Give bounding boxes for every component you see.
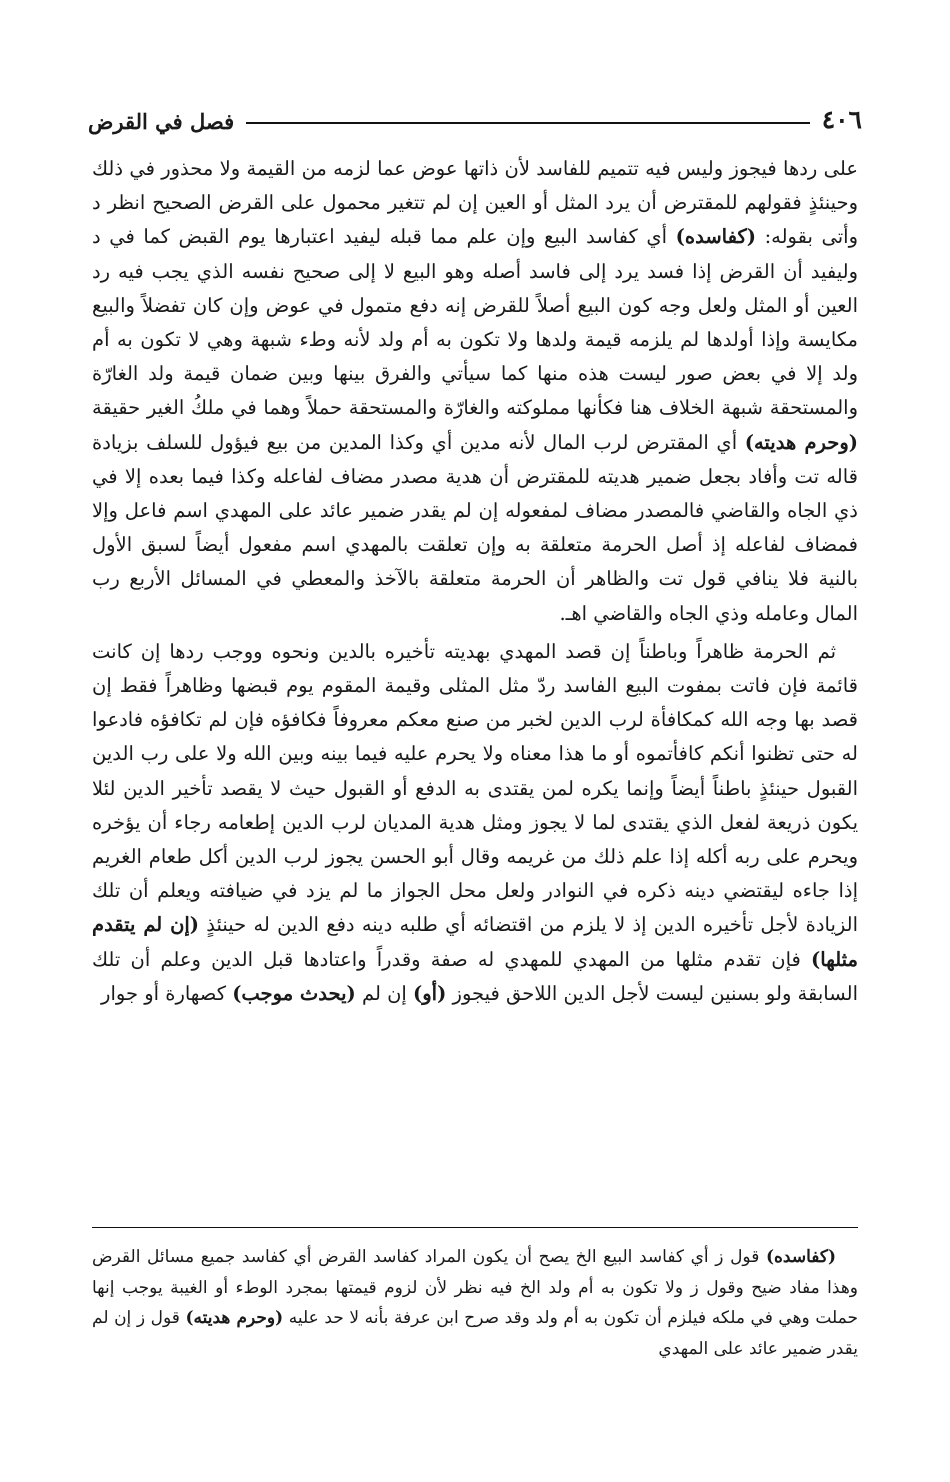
bold-term-aw: (أو) [413,981,447,1005]
footnote-rule [92,1227,858,1228]
footnote-bold-term-wahurima-hadiyyatuh: (وحرم هديته) [185,1308,284,1328]
footnote-text-run: قول ز أي كفاسد البيع الخ يصح أن يكون المراد كفاسد القرض أي كفاسد جميع مسائل القرض وهذا مفاد ضيح وقول ز ولا تكون به أم ولد الخ فيه نظر لأن لزوم قيمتها بمجرد الوطء أو الغيبة يوجب إنها حملت وهي في ملكه فيلزم أن تكون به أم ولد وقد صرح ابن عرفة بأنه لا حد عليه [92,1247,858,1328]
text-run: فإن تقدم مثلها من المهدي للمهدي له صفة وقدراً واعتادها قبل الدين وعلم أن تلك السابقة ولو بسنين ليست لأجل الدين اللاحق فيجوز [92,947,858,1005]
main-text [92,152,858,1011]
header-rule [246,122,810,124]
bold-term-yuhdath-mujib: (يحدث موجب) [232,981,356,1005]
running-header [88,96,862,136]
paragraph-1 [92,152,858,631]
text-run: أي كفاسد البيع وإن علم مما قبله ليفيد اعتبارها يوم القبض كما في د وليفيد أن القرض إذا فسد يرد إلى فاسد أصله وهو البيع لا إلى صحيح نفسه الذي يجب فيه رد العين أو المثل ولعل وجه كون البيع أصلاً للقرض إنه دفع متمول في عوض وإن كان تفضلاً والبيع مكايسة وإذا أولدها لم يلزمه قيمة ولدها ولا تكون به أم ولد لأنه وطء شبهة وهي لا تكون به أم ولد إلا في بعض صور ليست هذه منها كما سيأتي والفرق بينها وبين ضمان قيمة ولد الغارّة والمستحقة شبهة الخلاف هنا فكأنها مملوكته والغارّة والمستحقة حملاً وهما في ملكُ الغير حقيقة [92,225,858,420]
bold-term-wahurima-hadiyyatuh: (وحرم هديته) [744,430,858,454]
page-number: ٤٠٦ [821,105,862,134]
text-run: ثم الحرمة ظاهراً وباطناً إن قصد المهدي بهديته تأخيره بالدين ونحوه ووجب ردها إن كانت قائمة فإن فاتت بمفوت البيع الفاسد ردّ مثل المثلى وقيمة المقوم يوم قبضها وظاهراً فقط إن قصد بها وجه الله كمكافأة لرب الدين لخبر من صنع معكم معروفاً فكافؤه فإن لم تكافؤه فادعوا له حتى تظنوا أنكم كافأتموه أو ما هذا معناه ولا يحرم عليه فيما بينه وبين الله ولا على رب الدين القبول حينئذٍ باطناً أيضاً وإنما يكره لمن يقتدى به الدفع أو القبول حيث لا يقصد تأخير الدين لئلا يكون ذريعة لفعل الذي يقتدى لما لا يجوز ومثل هدية المديان لرب الدين إطعامه رجاء أن يؤخره ويحرم على ربه أكله إذا علم ذلك من غريمه وقال أبو الحسن يجوز لرب الدين أكل طعام الغريم إذا جاءه ليقتضي دينه ذكره في النوادر ولعل محل الجواز ما لم يزد في ضيافته ويعلم أن تلك الزيادة لأجل تأخيره الدين إذ لا يلزم من اقتضائه أي طلبه دينه دفع الدين له حينئذٍ [92,639,858,937]
text-run: أي المقترض لرب المال لأنه مدين أي وكذا المدين من بيع فيؤول للسلف بزيادة قاله تت وأفاد بجعل ضمير هديته للمقترض أن هدية مصدر مضاف لفاعله وكذا فيما بعده إلا في ذي الجاه والقاضي فالمصدر مضاف لمفعوله إن لم يقدر ضمير عائد على المهدي اسم فاعل وإلا فمضاف لفاعله إذ أصل الحرمة متعلقة به وإن تعلقت بالمهدي اسم مفعول أيضاً لسبق الأول بالنية فلا ينافي قول تت والظاهر أن الحرمة متعلقة بالآخذ والمعطي في المسائل الأربع رب المال وعامله وذي الجاه والقاضي اهـ. [92,430,858,625]
text-run: كصهارة أو جوار [101,981,233,1005]
section-title: فصل في القرض [88,109,235,134]
paragraph-2 [92,635,858,1011]
footnote [92,1242,858,1364]
bold-term-kafasidih: (كفاسده) [675,225,756,249]
bold-term-in-lam-yataqaddam: (إن لم يتقدم مثلها) [92,913,858,971]
footnote-text-run: قول ز إن لم يقدر ضمير عائد على المهدي [92,1308,858,1359]
text-run: إن لم [355,981,414,1005]
footnote-bold-term-kafasidih: (كفاسده) [765,1247,836,1267]
text-run: على ردها فيجوز وليس فيه تتميم للفاسد لأن ذاتها عوض عما لزمه من القيمة ولا محذور في ذلك وحينئذٍ فقولهم للمقترض أن يرد المثل أو العين إن لم تتغير محمول على القرض الصحيح انظر د وأتى بقوله: [92,157,859,249]
